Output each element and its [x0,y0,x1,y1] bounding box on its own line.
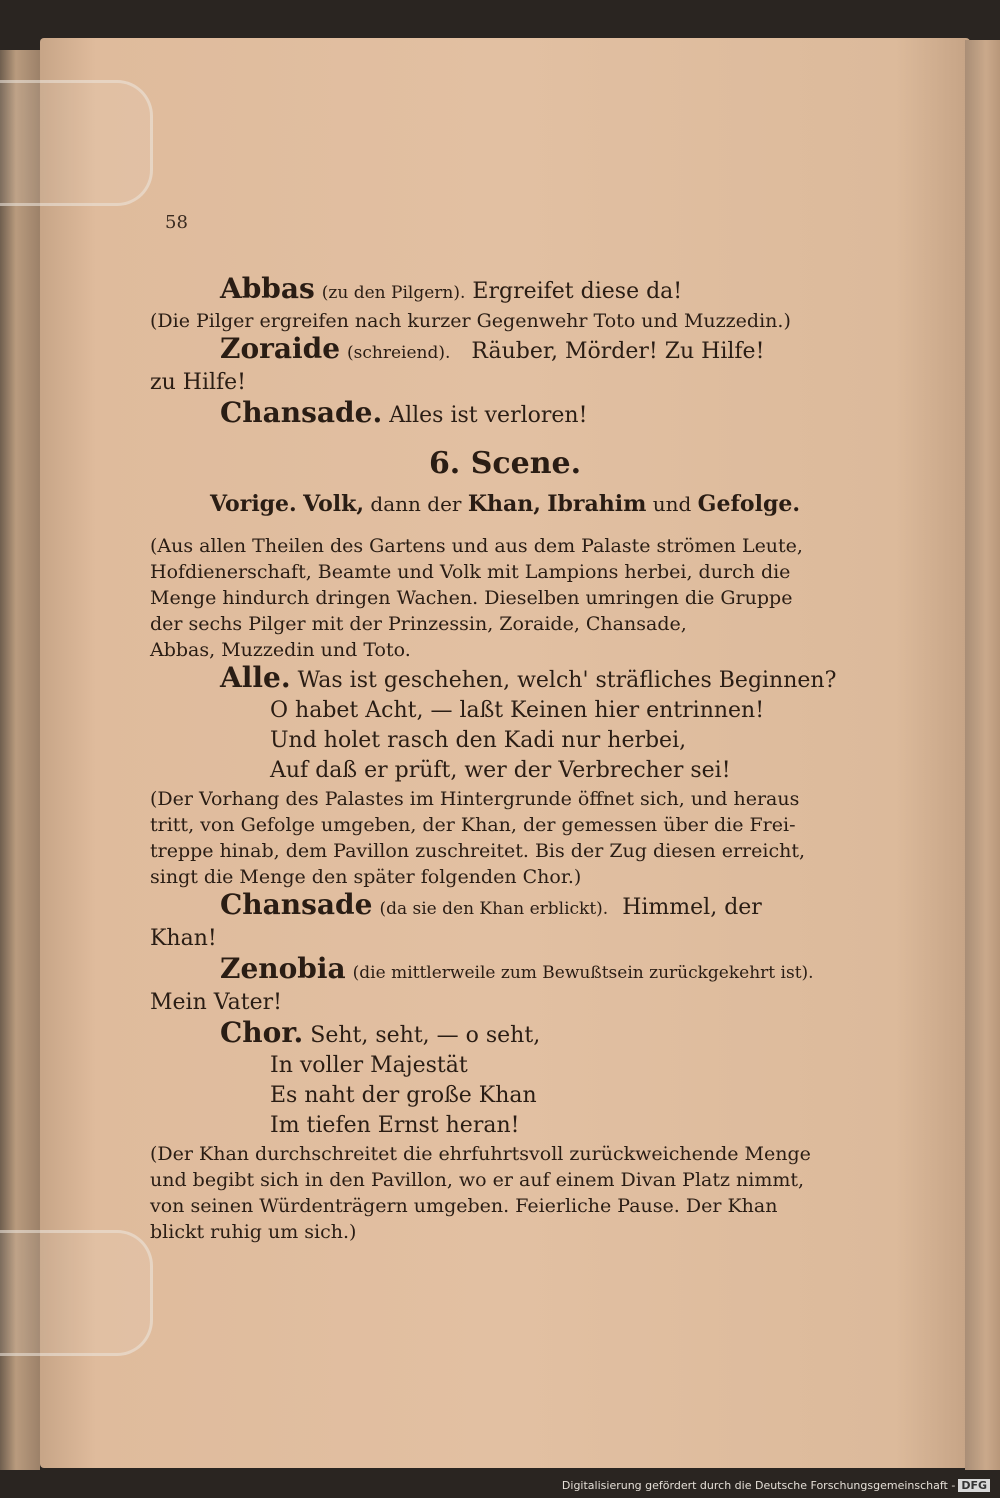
scene-title: 6. Scene. [428,446,582,481]
speech-continuation: zu Hilfe! [150,370,247,395]
connector-text: dann der [370,492,462,516]
verse-line: In voller Majestät [270,1053,468,1078]
footer-text: Digitalisierung gefördert durch die Deutsche Forschungsgemeinschaft - [561,1479,956,1492]
verse-line: Und holet rasch den Kadi nur herbei, [270,728,687,753]
stage-line: Abbas, Muzzedin und Toto. [150,639,411,661]
speech-alle [150,663,860,696]
speaker: Zenobia [220,952,346,985]
dramatis-personae [150,489,860,519]
speech-continuation: Khan! [150,926,217,951]
stage-line: Menge hindurch dringen Wachen. Dieselben umringen die Gruppe [150,587,793,609]
page-content [150,210,860,1245]
stage-direction-3 [150,786,860,890]
stage-direction: (schreiend). [347,343,451,363]
verse-line: Auf daß er prüft, wer der Verbrecher sei! [270,758,731,783]
speech-chor [150,1018,860,1051]
stage-line: (Aus allen Theilen des Gartens und aus dem Palaste strömen Leute, [150,535,803,557]
stage-direction: (da sie den Khan erblickt). [379,899,609,919]
speech-abbas [150,274,860,308]
stage-line: tritt, von Gefolge umgeben, der Khan, der gemessen über die Frei- [150,814,796,836]
stage-line: singt die Menge den später folgenden Chor.) [150,866,582,888]
digitization-footer [562,1479,990,1492]
stage-line: von seinen Würdenträgern umgeben. Feierliche Pause. Der Khan [150,1195,778,1217]
speech-chansade-2 [150,890,860,924]
page-number: 58 [165,212,188,233]
next-page-edge [965,40,1000,1470]
stage-line: treppe hinab, dem Pavillon zuschreitet. Bis der Zug diesen erreicht, [150,840,805,862]
speech-zoraide [150,334,860,368]
stage-line: Hofdienerschaft, Beamte und Volk mit Lampions herbei, durch die [150,561,791,583]
persona: Ibrahim [547,491,647,517]
persona: Gefolge. [697,491,800,517]
speech-text: Alles ist verloren! [389,403,588,428]
verse-line: Seht, seht, — o seht, [310,1023,541,1048]
verse-line: O habet Acht, — laßt Keinen hier entrinnen! [270,698,765,723]
stage-line: blickt ruhig um sich.) [150,1221,357,1243]
speaker: Alle. [220,661,291,694]
stage-line: der sechs Pilger mit der Prinzessin, Zoraide, Chansade, [150,613,687,635]
speech-text: Ergreifet diese da! [472,279,683,304]
speaker: Chor. [220,1016,304,1049]
stage-direction: (zu den Pilgern). [321,283,466,303]
stage-line: (Der Vorhang des Palastes im Hintergrunde öffnet sich, und heraus [150,788,800,810]
persona: Vorige. [210,491,297,517]
speaker: Chansade. [220,396,383,429]
stage-direction-2 [150,533,860,663]
stage-line: und begibt sich in den Pavillon, wo er auf einem Divan Platz nimmt, [150,1169,805,1191]
speech-text: Räuber, Mörder! Zu Hilfe! [471,339,765,364]
speech-chansade [150,398,860,431]
speech-continuation: Mein Vater! [150,990,282,1015]
stage-direction: (die mittlerweile zum Bewußtsein zurückgekehrt ist). [352,963,814,983]
speech-text: Himmel, der [622,895,762,920]
persona: Volk, [303,491,365,517]
speaker: Chansade [220,888,373,921]
verse-line: Es naht der große Khan [270,1083,537,1108]
connector-text: und [652,492,692,516]
dfg-logo: DFG [958,1479,990,1492]
speech-zenobia [150,954,860,988]
verse-line: Im tiefen Ernst heran! [270,1113,520,1138]
persona: Khan, [467,491,541,517]
speaker: Abbas [220,272,315,305]
stage-direction-4 [150,1141,860,1245]
stage-direction-1: (Die Pilger ergreifen nach kurzer Gegenwehr Toto und Muzzedin.) [150,310,791,332]
speaker: Zoraide [220,332,341,365]
verse-line: Was ist geschehen, welch' sträfliches Beginnen? [297,668,837,693]
page-clip-top [0,80,153,206]
stage-line: (Der Khan durchschreitet die ehrfuhrtsvoll zurückweichende Menge [150,1143,811,1165]
page-clip-bottom [0,1230,153,1356]
